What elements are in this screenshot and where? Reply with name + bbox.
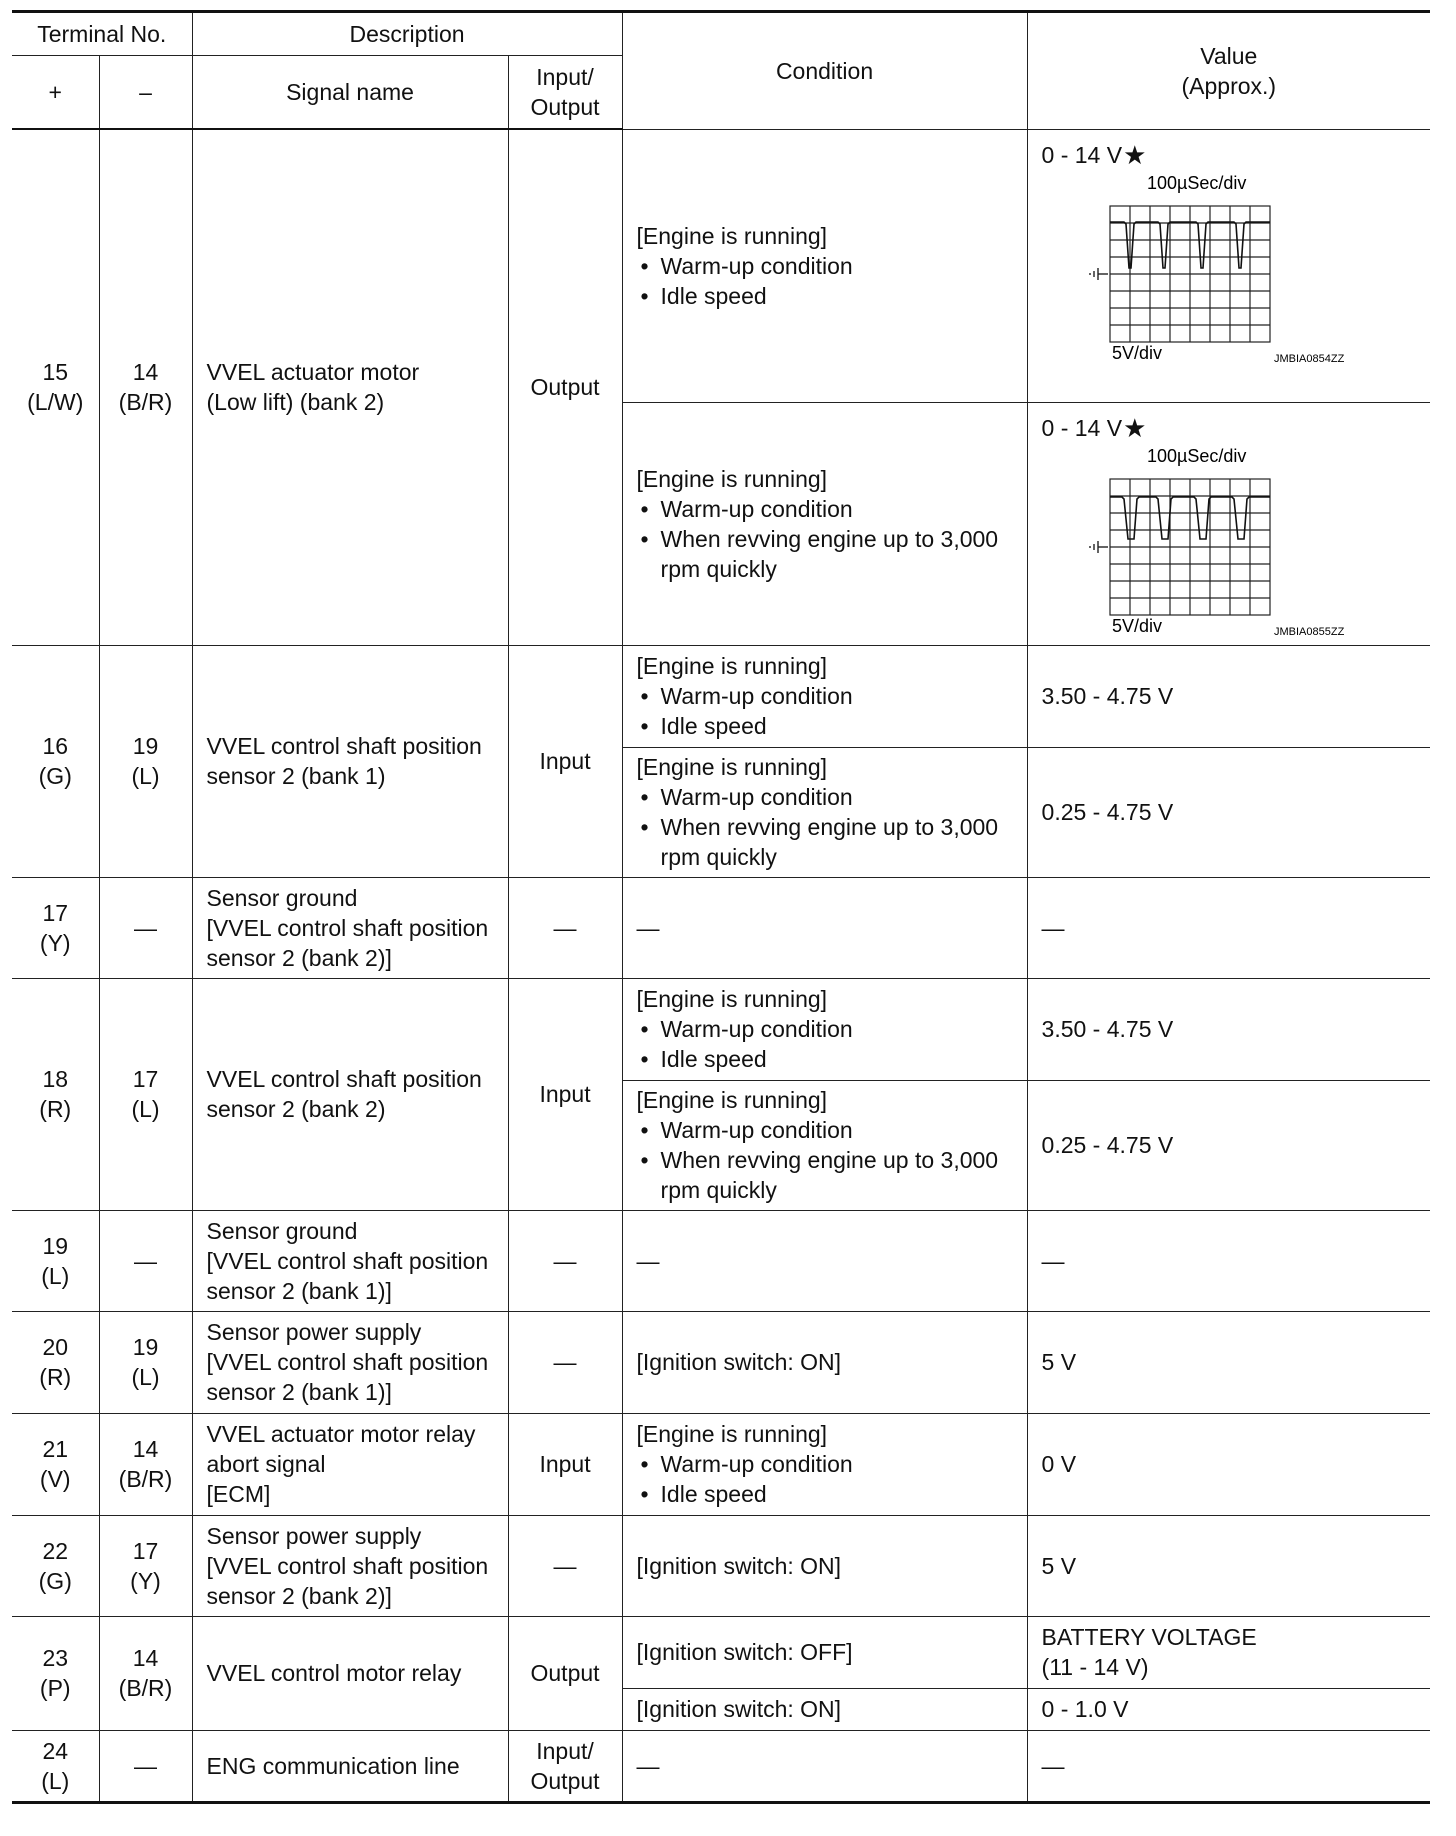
condition-bullet: • Warm-up condition xyxy=(637,1449,1013,1479)
input-output: — xyxy=(508,1515,622,1616)
value-cell: 0 V xyxy=(1027,1413,1430,1515)
table-row xyxy=(12,1210,1430,1311)
condition-bullet: • When revving engine up to 3,000 rpm quickly xyxy=(637,524,1013,584)
oscilloscope-waveform xyxy=(1042,445,1372,645)
condition-bullet: • Warm-up condition xyxy=(637,494,1013,524)
condition-cell xyxy=(622,129,1027,402)
condition-bullet: • Warm-up condition xyxy=(637,251,1013,281)
table-row xyxy=(12,1616,1430,1688)
value-cell: — xyxy=(1027,1210,1430,1311)
value-cell: — xyxy=(1027,1730,1430,1802)
figure-reference: JMBIA0854ZZ xyxy=(1273,352,1344,365)
table-row xyxy=(12,1413,1430,1515)
table-row xyxy=(12,877,1430,978)
table-row xyxy=(12,129,1430,402)
star-icon: ★ xyxy=(1123,412,1147,443)
value-cell: BATTERY VOLTAGE (11 - 14 V) xyxy=(1027,1616,1430,1688)
terminal-minus: 17 (L) xyxy=(99,978,192,1210)
signal-name: Sensor ground [VVEL control shaft position sensor 2 (bank 2)] xyxy=(192,877,508,978)
terminal-plus: 21 (V) xyxy=(12,1413,99,1515)
value-cell: 0 - 1.0 V xyxy=(1027,1688,1430,1730)
terminal-minus: — xyxy=(99,1730,192,1802)
header-description: Description xyxy=(192,12,622,56)
condition-bullet: • Warm-up condition xyxy=(637,782,1013,812)
input-output: — xyxy=(508,877,622,978)
value-cell: 0.25 - 4.75 V xyxy=(1027,747,1430,877)
header-condition: Condition xyxy=(622,12,1027,130)
time-div-label: 100µSec/div xyxy=(1146,172,1246,193)
table-row xyxy=(12,645,1430,747)
signal-name: VVEL control shaft position sensor 2 (bank 2) xyxy=(192,978,508,1210)
header-terminal-no: Terminal No. xyxy=(12,12,192,56)
value-text: 0 - 14 V xyxy=(1041,414,1123,441)
header-value: Value (Approx.) xyxy=(1027,12,1430,130)
condition-cell xyxy=(622,1413,1027,1515)
value-cell: 5 V xyxy=(1027,1311,1430,1413)
value-waveform-cell xyxy=(1027,129,1430,402)
ground-symbol-icon xyxy=(1090,541,1108,553)
table-row xyxy=(12,1515,1430,1616)
condition-cell: — xyxy=(622,1730,1027,1802)
terminal-plus: 24 (L) xyxy=(12,1730,99,1802)
header-signal-name: Signal name xyxy=(192,56,508,130)
input-output: Output xyxy=(508,1616,622,1730)
condition-bullet: • Idle speed xyxy=(637,281,1013,311)
condition-cell: [Ignition switch: ON] xyxy=(622,1311,1027,1413)
header-minus: – xyxy=(99,56,192,130)
input-output: — xyxy=(508,1311,622,1413)
terminal-minus: 17 (Y) xyxy=(99,1515,192,1616)
terminal-minus: 14 (B/R) xyxy=(99,129,192,645)
condition-cell xyxy=(622,747,1027,877)
condition-title: [Engine is running] xyxy=(636,1087,828,1113)
value-cell: — xyxy=(1027,877,1430,978)
input-output: Output xyxy=(508,129,622,645)
signal-name: VVEL control shaft position sensor 2 (bank 1) xyxy=(192,645,508,877)
input-output: Input xyxy=(508,645,622,877)
value-text: 0 - 14 V xyxy=(1041,141,1123,168)
condition-bullet: • Warm-up condition xyxy=(637,1115,1013,1145)
condition-cell xyxy=(622,1080,1027,1210)
condition-bullet: • Warm-up condition xyxy=(637,681,1013,711)
condition-cell: — xyxy=(622,1210,1027,1311)
condition-bullet: • When revving engine up to 3,000 rpm quickly xyxy=(637,812,1013,872)
signal-name: VVEL actuator motor (Low lift) (bank 2) xyxy=(192,129,508,645)
value-cell: 3.50 - 4.75 V xyxy=(1027,978,1430,1080)
value-cell: 0.25 - 4.75 V xyxy=(1027,1080,1430,1210)
condition-title: [Engine is running] xyxy=(636,754,828,780)
terminal-minus: — xyxy=(99,877,192,978)
signal-name: Sensor power supply [VVEL control shaft position sensor 2 (bank 1)] xyxy=(192,1311,508,1413)
waveform-grid xyxy=(1110,479,1270,615)
table-row xyxy=(12,978,1430,1080)
terminal-plus: 20 (R) xyxy=(12,1311,99,1413)
header-plus: + xyxy=(12,56,99,130)
condition-cell: [Ignition switch: ON] xyxy=(622,1515,1027,1616)
signal-name: Sensor ground [VVEL control shaft position sensor 2 (bank 1)] xyxy=(192,1210,508,1311)
terminal-minus: 14 (B/R) xyxy=(99,1413,192,1515)
figure-reference: JMBIA0855ZZ xyxy=(1273,625,1344,638)
condition-bullet: • Warm-up condition xyxy=(637,1014,1013,1044)
header-input-output: Input/ Output xyxy=(508,56,622,130)
condition-bullet: • When revving engine up to 3,000 rpm quickly xyxy=(637,1145,1013,1205)
condition-cell xyxy=(622,645,1027,747)
input-output: Input xyxy=(508,1413,622,1515)
condition-cell xyxy=(622,978,1027,1080)
condition-title: [Engine is running] xyxy=(636,1421,828,1447)
terminal-plus: 15 (L/W) xyxy=(12,129,99,645)
input-output: Input xyxy=(508,978,622,1210)
terminal-plus: 17 (Y) xyxy=(12,877,99,978)
terminal-plus: 22 (G) xyxy=(12,1515,99,1616)
table-row xyxy=(12,1311,1430,1413)
condition-bullet: • Idle speed xyxy=(637,1479,1013,1509)
table-row xyxy=(12,1730,1430,1802)
condition-cell: [Ignition switch: OFF] xyxy=(622,1616,1027,1688)
signal-name: ENG communication line xyxy=(192,1730,508,1802)
volt-div-label: 5V/div xyxy=(1111,615,1162,636)
condition-title: [Engine is running] xyxy=(636,465,828,492)
condition-title: [Engine is running] xyxy=(636,653,828,679)
terminal-plus: 18 (R) xyxy=(12,978,99,1210)
terminal-plus: 19 (L) xyxy=(12,1210,99,1311)
signal-name: VVEL control motor relay xyxy=(192,1616,508,1730)
terminal-minus: 19 (L) xyxy=(99,1311,192,1413)
condition-bullet: • Idle speed xyxy=(637,711,1013,741)
terminal-plus: 23 (P) xyxy=(12,1616,99,1730)
volt-div-label: 5V/div xyxy=(1111,342,1162,363)
ground-symbol-icon xyxy=(1090,268,1108,280)
value-cell: 5 V xyxy=(1027,1515,1430,1616)
terminal-spec-table xyxy=(12,10,1430,1804)
star-icon: ★ xyxy=(1123,139,1147,170)
condition-cell xyxy=(622,402,1027,645)
terminal-minus: 19 (L) xyxy=(99,645,192,877)
condition-cell: — xyxy=(622,877,1027,978)
value-waveform-cell xyxy=(1027,402,1430,645)
terminal-minus: — xyxy=(99,1210,192,1311)
condition-title: [Engine is running] xyxy=(636,222,828,249)
oscilloscope-waveform xyxy=(1042,172,1372,372)
condition-title: [Engine is running] xyxy=(636,986,828,1012)
terminal-minus: 14 (B/R) xyxy=(99,1616,192,1730)
value-cell: 3.50 - 4.75 V xyxy=(1027,645,1430,747)
condition-bullet: • Idle speed xyxy=(637,1044,1013,1074)
time-div-label: 100µSec/div xyxy=(1146,445,1246,466)
terminal-plus: 16 (G) xyxy=(12,645,99,877)
input-output: Input/ Output xyxy=(508,1730,622,1802)
condition-cell: [Ignition switch: ON] xyxy=(622,1688,1027,1730)
signal-name: VVEL actuator motor relay abort signal [ECM] xyxy=(192,1413,508,1515)
input-output: — xyxy=(508,1210,622,1311)
signal-name: Sensor power supply [VVEL control shaft position sensor 2 (bank 2)] xyxy=(192,1515,508,1616)
